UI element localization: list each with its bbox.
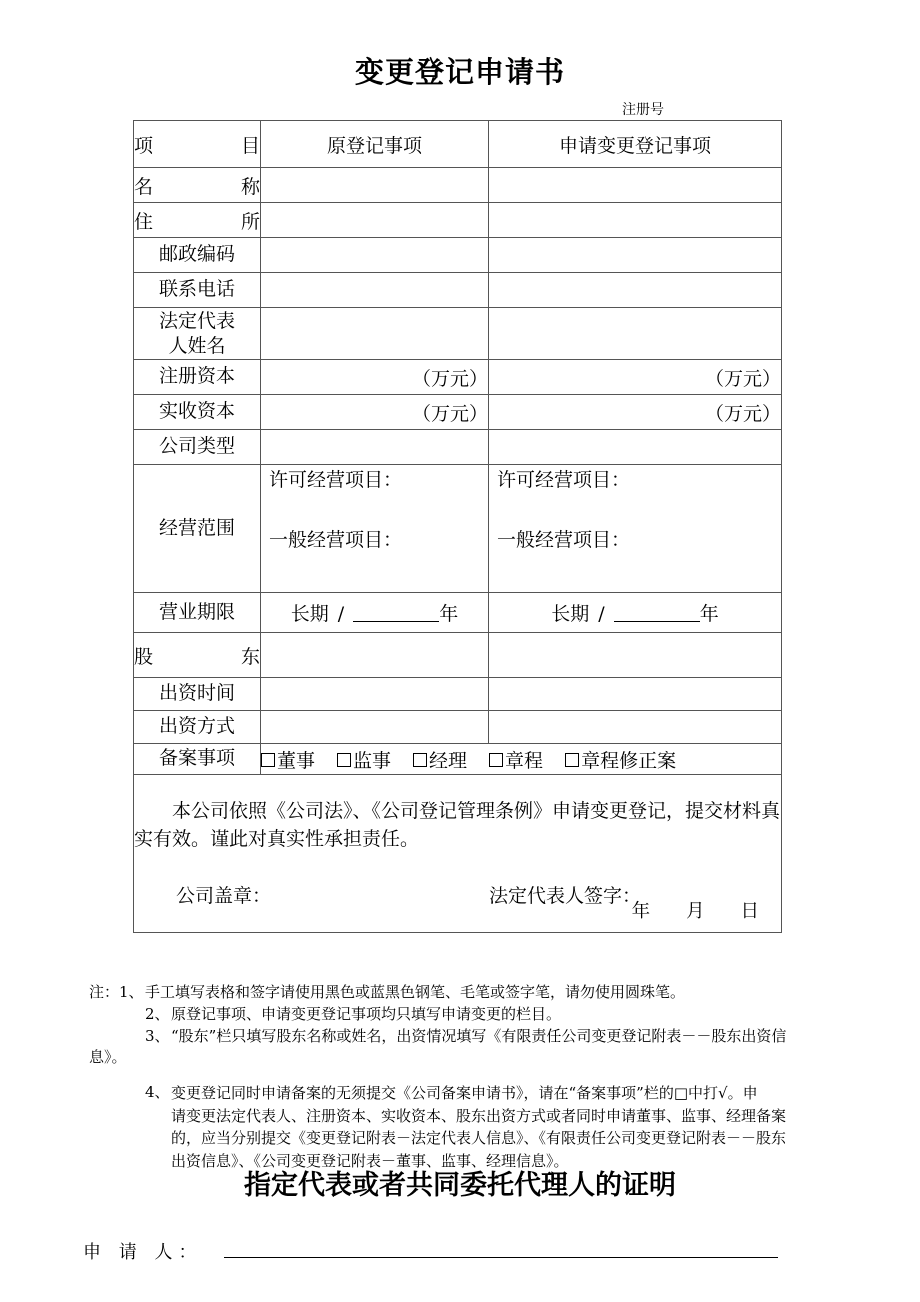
note-text-3: “股东”栏只填写股东名称或姓名，出资情况填写《有限责任公司变更登记附表－－股东出资信 [171, 1026, 787, 1045]
licensed-projects-label-changed: 许可经营项目： [497, 469, 631, 491]
cell-address-changed[interactable] [489, 203, 782, 238]
cell-postal-code-changed[interactable] [489, 238, 782, 273]
cell-shareholder-changed[interactable] [489, 633, 782, 678]
note-item-3 [145, 1026, 889, 1048]
second-section-title: 指定代表或者共同委托代理人的证明 [244, 1170, 676, 1201]
note-number-3: 3、 [145, 1026, 170, 1045]
table-row-business-term [134, 593, 782, 633]
note-text-4 [171, 1082, 889, 1172]
row-label-phone: 联系电话 [134, 273, 261, 308]
term-separator-original: / [337, 603, 345, 625]
term-year-unit-original: 年 [439, 603, 459, 625]
checkbox-label-supervisor: 监事 [353, 749, 392, 772]
cell-business-scope-changed[interactable] [489, 465, 782, 593]
header-cell-original: 原登记事项 [261, 121, 489, 168]
long-term-text-original: 长期 [290, 603, 329, 625]
registration-number-label: 注册号 [622, 102, 664, 118]
row-label-contribution-method: 出资方式 [134, 711, 261, 744]
note-number-2: 2、 [145, 1004, 170, 1023]
table-row [134, 308, 782, 360]
cell-registered-capital-changed[interactable]: （万元） [489, 360, 782, 395]
cell-postal-code-original[interactable] [261, 238, 489, 273]
header-cell-changed: 申请变更登记事项 [489, 121, 782, 168]
long-term-text-changed: 长期 [551, 603, 590, 625]
header-cell-item [134, 121, 261, 168]
note-item-4 [145, 1082, 889, 1172]
cell-contribution-time-original[interactable] [261, 678, 489, 711]
page-title: 变更登记申请书 [354, 55, 565, 89]
note-text-3-continued: 息》。 [89, 1048, 127, 1067]
cell-paid-in-capital-changed[interactable]: （万元） [489, 395, 782, 430]
table-row [134, 633, 782, 678]
applicant-label: 申 请 人： [83, 1242, 203, 1263]
table-row [134, 203, 782, 238]
table-row [134, 678, 782, 711]
note-number-1: 1、 [119, 983, 144, 1001]
general-projects-label-changed: 一般经营项目： [497, 529, 631, 551]
checkbox-label-articles: 章程 [505, 749, 544, 772]
row-label-registered-capital: 注册资本 [134, 360, 261, 395]
row-label-business-term: 营业期限 [134, 593, 261, 633]
note-4-line-2: 请变更法定代表人、注册资本、实收资本、股东出资方式或者同时申请董事、监事、经理备案 [171, 1106, 787, 1125]
checkbox-manager[interactable] [413, 746, 467, 773]
table-row [134, 360, 782, 395]
note-text-2: 原登记事项、申请变更登记事项均只填写申请变更的栏目。 [171, 1004, 562, 1023]
cell-contribution-method-original[interactable] [261, 711, 489, 744]
licensed-projects-label-original: 许可经营项目： [269, 469, 403, 491]
note-item-1 [89, 982, 889, 1004]
row-label-address: 住 所 [134, 203, 261, 238]
note-item-2 [145, 1004, 889, 1026]
notes-section [89, 982, 889, 1172]
company-seal-label: 公司盖章： [176, 884, 272, 907]
row-label-business-scope: 经营范围 [134, 465, 261, 593]
cell-phone-changed[interactable] [489, 273, 782, 308]
table-row [134, 711, 782, 744]
date-year-label: 年 [631, 901, 651, 923]
cell-phone-original[interactable] [261, 273, 489, 308]
declaration-date-row [632, 898, 759, 926]
checkbox-box-icon[interactable] [261, 753, 275, 767]
cell-name-original[interactable] [261, 168, 489, 203]
table-row [134, 168, 782, 203]
checkbox-label-articles-amendment: 章程修正案 [581, 749, 677, 772]
row-label-name: 名 称 [134, 168, 261, 203]
checkbox-supervisor[interactable] [337, 746, 391, 773]
cell-company-type-changed[interactable] [489, 430, 782, 465]
cell-registered-capital-original[interactable]: （万元） [261, 360, 489, 395]
note-4-line-3: 的，应当分别提交《变更登记附表－法定代表人信息》、《有限责任公司变更登记附表－－股东 [171, 1129, 787, 1147]
term-separator-changed: / [598, 603, 605, 625]
note-number-4: 4、 [145, 1083, 170, 1101]
table-row-business-scope [134, 465, 782, 593]
declaration-text: 本公司依照《公司法》、《公司登记管理条例》申请变更登记，提交材料真实有效。谨此对真实性承担责任。 [134, 799, 781, 851]
note-4-line-4: 出资信息》、《公司变更登记附表－董事、监事、经理信息》。 [171, 1151, 569, 1170]
cell-legal-representative-changed[interactable] [489, 308, 782, 360]
cell-company-type-original[interactable] [261, 430, 489, 465]
cell-business-term-changed[interactable] [489, 593, 782, 633]
cell-name-changed[interactable] [489, 168, 782, 203]
general-projects-label-original: 一般经营项目： [269, 529, 403, 551]
table-row-filing-items [134, 744, 782, 775]
cell-paid-in-capital-original[interactable]: （万元） [261, 395, 489, 430]
cell-address-original[interactable] [261, 203, 489, 238]
note-4-line-1: 变更登记同时申请备案的无须提交《公司备案申请书》，请在“备案事项”栏的□中打√。申 [171, 1084, 758, 1102]
legal-rep-label-line2: 人姓名 [168, 334, 226, 357]
notes-lead-label: 注： [89, 983, 120, 1001]
term-year-blank-original[interactable] [353, 621, 439, 622]
row-label-company-type: 公司类型 [134, 430, 261, 465]
applicant-row [83, 1238, 778, 1264]
checkbox-box-icon[interactable] [565, 753, 579, 767]
cell-contribution-time-changed[interactable] [489, 678, 782, 711]
checkbox-box-icon[interactable] [489, 753, 503, 767]
cell-filing-options [261, 744, 782, 775]
checkbox-articles-amendment[interactable] [565, 746, 676, 773]
checkbox-box-icon[interactable] [413, 753, 427, 767]
table-row [134, 273, 782, 308]
table-row [134, 395, 782, 430]
checkbox-box-icon[interactable] [337, 753, 351, 767]
checkbox-label-manager: 经理 [429, 749, 468, 772]
row-label-contribution-time: 出资时间 [134, 678, 261, 711]
table-row [134, 238, 782, 273]
legal-rep-signature-label: 法定代表人签字： [489, 884, 642, 907]
term-year-blank-changed[interactable] [614, 621, 700, 622]
applicant-input-line[interactable] [224, 1257, 778, 1258]
cell-business-term-original[interactable] [261, 593, 489, 633]
table-header-row [134, 121, 782, 168]
row-label-filing-items: 备案事项 [134, 744, 261, 775]
row-label-postal-code: 邮政编码 [134, 238, 261, 273]
declaration-block [134, 775, 782, 933]
cell-contribution-method-changed[interactable] [489, 711, 782, 744]
header-item-label: 项 目 [134, 134, 260, 157]
row-label-legal-representative [134, 308, 261, 360]
row-label-shareholder: 股 东 [134, 633, 261, 678]
table-row [134, 430, 782, 465]
term-year-unit-changed: 年 [699, 603, 719, 625]
change-registration-table [133, 120, 782, 933]
row-label-paid-in-capital: 实收资本 [134, 395, 261, 430]
table-row-declaration [134, 775, 782, 933]
checkbox-label-director: 董事 [277, 749, 316, 772]
cell-shareholder-original[interactable] [261, 633, 489, 678]
checkbox-director[interactable] [261, 746, 315, 773]
date-day-label: 日 [740, 901, 759, 923]
legal-rep-label-line1: 法定代表 [158, 309, 235, 332]
checkbox-articles[interactable] [489, 746, 543, 773]
note-text-1: 手工填写表格和签字请使用黑色或蓝黑色钢笔、毛笔或签字笔，请勿使用圆珠笔。 [145, 983, 686, 1001]
cell-business-scope-original[interactable] [261, 465, 489, 593]
date-month-label: 月 [686, 901, 705, 923]
cell-legal-representative-original[interactable] [261, 308, 489, 360]
